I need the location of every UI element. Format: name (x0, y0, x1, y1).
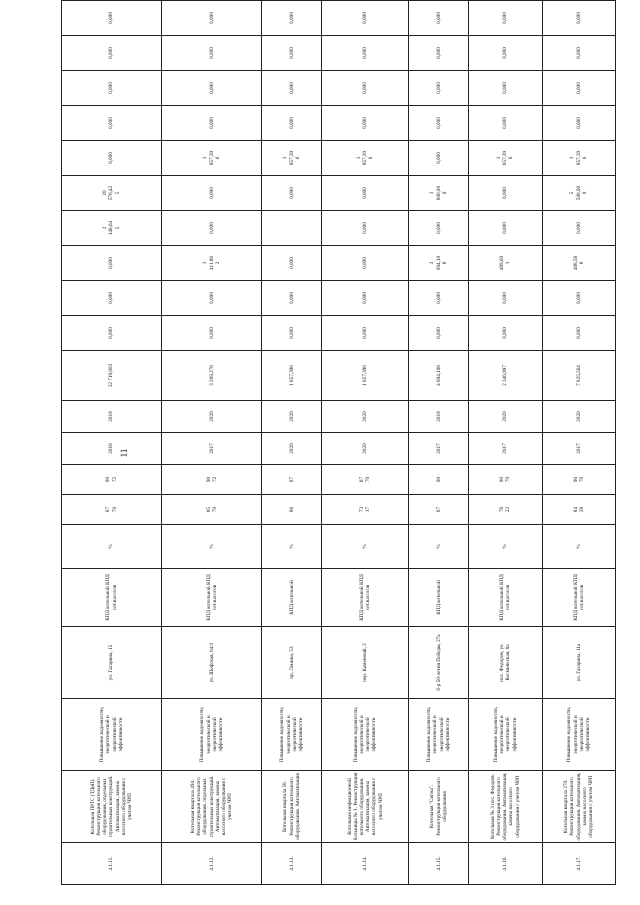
cell-c6: 0,000 (262, 176, 322, 211)
cell-y2: 2020 (469, 401, 542, 433)
cell-address: ул. Гагарина, 11а (542, 627, 615, 699)
cell-c3: 0,000 (542, 281, 615, 316)
cell-unit: % (409, 525, 469, 569)
cell-object: Котельная квартала 494. Реконструкция котельного оборудования, отдельных строительных конструкций. Автоматизация, замена насосного оборудования с учетом ЧРП (162, 771, 262, 843)
cell-c7: 1 857,39 6 (469, 141, 542, 176)
table-row (162, 0, 262, 885)
cell-c12 (62, 0, 162, 1)
cell-c10: 0,000 (62, 36, 162, 71)
cell-c6: 0,000 (322, 176, 409, 211)
table-row (542, 0, 615, 885)
cell-c11: 0,000 (162, 1, 262, 36)
cell-address: пер. Каменный, 2 (322, 627, 409, 699)
cell-c12 (409, 0, 469, 1)
cell-c2: 0,000 (469, 316, 542, 351)
cell-y1: 2017 (162, 433, 262, 465)
cell-c6: 0,000 (469, 176, 542, 211)
cell-y1: 2018 (62, 433, 162, 465)
cell-c7: 1 857,39 6 (542, 141, 615, 176)
cell-address: пос. Федоров, ул. Космическая, 8а (469, 627, 542, 699)
cell-address: пр. Ленина, 53 (262, 627, 322, 699)
cell-unit: % (262, 525, 322, 569)
cell-c7: 0,000 (409, 141, 469, 176)
cell-c7: 1 857,39 6 (162, 141, 262, 176)
cell-c2: 0,000 (162, 316, 262, 351)
cell-c10: 0,000 (162, 36, 262, 71)
cell-c9: 0,000 (262, 71, 322, 106)
cell-c11: 0,000 (542, 1, 615, 36)
cell-c10: 0,000 (322, 36, 409, 71)
table-row (262, 0, 322, 885)
cell-object: Котельная "Сигма". Реконструкция котельного оборудования (409, 771, 469, 843)
cell-no: 4.1.14. (322, 843, 409, 885)
cell-c2: 0,000 (542, 316, 615, 351)
cell-c5: 2 148,64 5 (62, 211, 162, 246)
cell-y2: 2020 (322, 401, 409, 433)
cell-y2: 2020 (262, 401, 322, 433)
cell-c8: 0,000 (409, 106, 469, 141)
cell-c9: 0,000 (322, 71, 409, 106)
cell-c2: 0,000 (262, 316, 322, 351)
cell-object: Котельная инфекционной больницы № 1. Реконструкция котельного оборудования. Автоматизация, замена насосного оборудования с учетом ЧРП (322, 771, 409, 843)
cell-c10: 0,000 (409, 36, 469, 71)
cell-c3: 0,000 (262, 281, 322, 316)
cell-c5: 0,000 (162, 211, 262, 246)
cell-c8: 0,000 (542, 106, 615, 141)
cell-c1: 32 719,803 (62, 351, 162, 401)
cell-c4: 3 094,10 8 (409, 246, 469, 281)
cell-c8: 0,000 (162, 106, 262, 141)
cell-v2: 87 (262, 465, 322, 495)
cell-unit: % (542, 525, 615, 569)
cell-c11: 0,000 (409, 1, 469, 36)
cell-v1: 87 70 (62, 495, 162, 525)
page-number: 11 (119, 448, 129, 458)
cell-purpose: Повышение надежности, энергетической и энергетической эффективности (542, 699, 615, 771)
cell-indicator: КПД котельной КПД сет.насосов (62, 569, 162, 627)
cell-c12 (322, 0, 409, 1)
cell-y1: 2017 (409, 433, 469, 465)
cell-purpose: Повышение надежности, энергетической и энергетической эффективности (409, 699, 469, 771)
table-row (62, 0, 162, 885)
cell-c9: 0,000 (469, 71, 542, 106)
cell-unit: % (469, 525, 542, 569)
cell-no: 4.1.12. (162, 843, 262, 885)
cell-purpose: Повышение надежности, энергетической и энергетической эффективности (322, 699, 409, 771)
cell-v2: 90 70 (469, 465, 542, 495)
cell-c1: 1 857,396 (262, 351, 322, 401)
cell-address: ул. Гагарина, 15 (62, 627, 162, 699)
cell-indicator: КПД котельной КПД сет.насосов (322, 569, 409, 627)
cell-c12 (162, 0, 262, 1)
cell-c5: 0,000 (409, 211, 469, 246)
cell-c1: 2 346,997 (469, 351, 542, 401)
cell-c11: 0,000 (322, 1, 409, 36)
cell-c10: 0,000 (262, 36, 322, 71)
cell-c10: 0,000 (542, 36, 615, 71)
table-row (322, 0, 409, 885)
cell-address: ул. Шефская, 84/1 (162, 627, 262, 699)
cell-c11: 0,000 (469, 1, 542, 36)
cell-c1: 4 894,108 (409, 351, 469, 401)
cell-unit: % (162, 525, 262, 569)
cell-purpose: Повышение надежности, энергетической и энергетической эффективности (262, 699, 322, 771)
cell-c6: 0,000 (162, 176, 262, 211)
cell-c2: 0,000 (322, 316, 409, 351)
cell-y1: 2020 (322, 433, 409, 465)
cell-v1: 85 70 (162, 495, 262, 525)
cell-c5: 0,000 (542, 211, 615, 246)
cell-address: б-р 50-летия Победы, 27а (409, 627, 469, 699)
cell-v1: 86 (262, 495, 322, 525)
cell-c2: 0,000 (409, 316, 469, 351)
cell-purpose: Повышение надежности, энергетической и энергетической эффективности (62, 699, 162, 771)
investment-program-table-sheet (61, 12, 616, 885)
cell-c12 (262, 0, 322, 1)
cell-c4: 0,000 (262, 246, 322, 281)
cell-purpose: Повышение надежности, энергетической и энергетической эффективности (469, 699, 542, 771)
cell-c10: 0,000 (469, 36, 542, 71)
cell-c3: 0,000 (162, 281, 262, 316)
cell-c3: 0,000 (62, 281, 162, 316)
cell-v2: 90 (409, 465, 469, 495)
cell-c8: 0,000 (469, 106, 542, 141)
cell-object: Котельная ПРТС (ТДиП). Реконструкция котельного оборудования, отдельных строительных конструкций. Автоматизация, замена насосного оборудования с учетом ЧРП (62, 771, 162, 843)
investment-program-table (61, 0, 616, 885)
cell-y2: 2020 (542, 401, 615, 433)
cell-v1: 87 (409, 495, 469, 525)
cell-c11: 0,000 (262, 1, 322, 36)
cell-no: 4.1.13. (262, 843, 322, 885)
cell-indicator: КПД котельной КПД сет.насосов (162, 569, 262, 627)
cell-no: 4.1.15. (409, 843, 469, 885)
cell-c4: 0,000 (62, 246, 162, 281)
cell-y1: 2017 (542, 433, 615, 465)
cell-v2: 90 72 (162, 465, 262, 495)
cell-object: Котельная квартала 58. Реконструкция котельного оборудования. Автоматизация (262, 771, 322, 843)
cell-object: Котельная квартала 270. Реконструкция котельного оборудования. Автоматизация, замена насосного оборудования с учетом ЧРП (542, 771, 615, 843)
cell-y2: 2019 (409, 401, 469, 433)
cell-c11: 0,000 (62, 1, 162, 36)
cell-c12 (469, 0, 542, 1)
cell-no: 4.1.17. (542, 843, 615, 885)
cell-c4: 1 411,88 2 (162, 246, 262, 281)
cell-v1: 73 17 (322, 495, 409, 525)
cell-c9: 0,000 (162, 71, 262, 106)
cell-v1: 78 22 (469, 495, 542, 525)
cell-no: 4.1.11. (62, 843, 162, 885)
table-row (469, 0, 542, 885)
cell-object: Котельная № 3 пос. Федоров. Реконструкция котельного оборудования. Автоматизация, замена насосного оборудования с учетом ЧРП (469, 771, 542, 843)
cell-v1: 84 28 (542, 495, 615, 525)
cell-c9: 0,000 (542, 71, 615, 106)
cell-c5 (262, 211, 322, 246)
cell-c7: 1 857,39 6 (262, 141, 322, 176)
cell-c7: 0,000 (62, 141, 162, 176)
cell-c7: 1 857,39 6 (322, 141, 409, 176)
cell-unit: % (322, 525, 409, 569)
cell-unit: % (62, 525, 162, 569)
cell-c8: 0,000 (62, 106, 162, 141)
table-row (409, 0, 469, 885)
cell-c3: 0,000 (409, 281, 469, 316)
cell-indicator: КПД котельной (409, 569, 469, 627)
cell-c1: 1 857,396 (322, 351, 409, 401)
cell-purpose: Повышение надежности, энергетической и энергетической эффективности (162, 699, 262, 771)
cell-y1: 2017 (469, 433, 542, 465)
cell-c8: 0,000 (322, 106, 409, 141)
cell-c4: 0,000 (322, 246, 409, 281)
cell-c5: 0,000 (469, 211, 542, 246)
cell-c1: 3 269,278 (162, 351, 262, 401)
cell-v2: 90 70 (542, 465, 615, 495)
cell-c6: 1 800,00 0 (409, 176, 469, 211)
cell-c4: 468,58 8 (542, 246, 615, 281)
cell-c4: 489,60 1 (469, 246, 542, 281)
cell-c8: 0,000 (262, 106, 322, 141)
cell-no: 4.1.16. (469, 843, 542, 885)
cell-y2: 2019 (62, 401, 162, 433)
cell-c9: 0,000 (62, 71, 162, 106)
cell-c6: 5 500,00 0 (542, 176, 615, 211)
cell-indicator: КПД котельной КПД сет.насосов (542, 569, 615, 627)
cell-c3: 0,000 (469, 281, 542, 316)
cell-y1: 2020 (262, 433, 322, 465)
cell-c3: 0,000 (322, 281, 409, 316)
cell-v2: 87 70 (322, 465, 409, 495)
cell-v2: 90 72 (62, 465, 162, 495)
cell-c2: 0,000 (62, 316, 162, 351)
cell-c6: 20 576,42 5 (62, 176, 162, 211)
cell-c5: 0,000 (322, 211, 409, 246)
cell-indicator: КПД котельной КПД сет.насосов (469, 569, 542, 627)
cell-indicator: КПД котельной (262, 569, 322, 627)
cell-c1: 7 825,564 (542, 351, 615, 401)
cell-y2: 2020 (162, 401, 262, 433)
cell-c9: 0,000 (409, 71, 469, 106)
cell-c12 (542, 0, 615, 1)
